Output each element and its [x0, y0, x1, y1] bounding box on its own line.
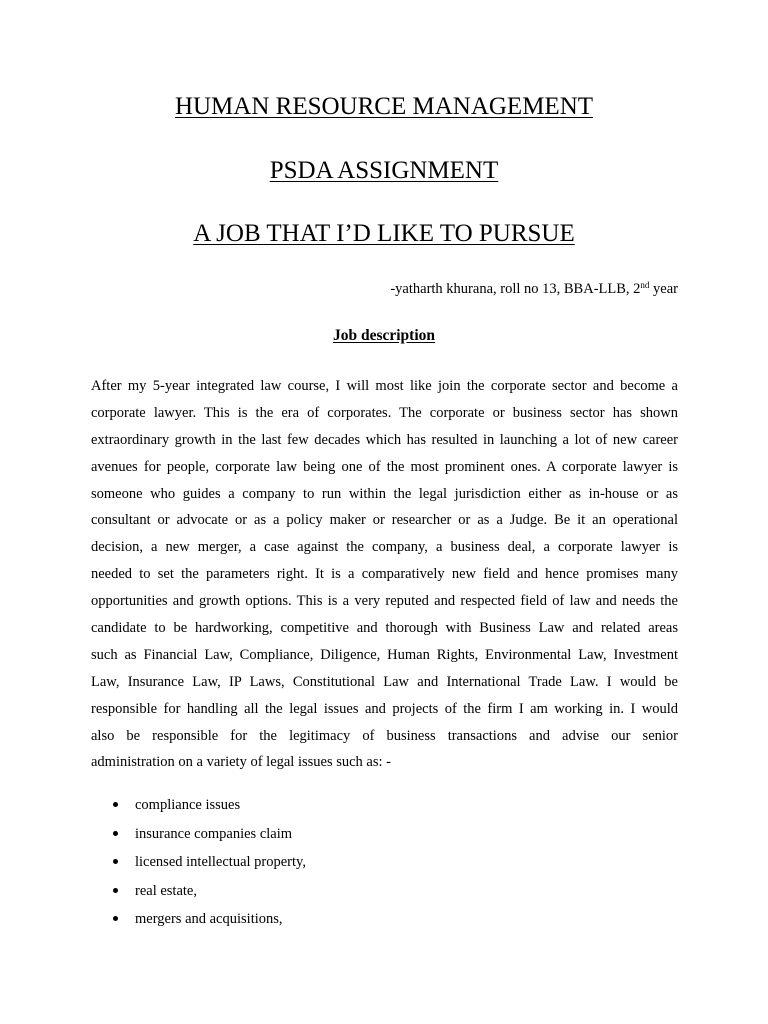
- paragraph-line: also be responsible for the legitimacy of business transactions and advise our senior: [91, 727, 678, 744]
- list-item-text: licensed intellectual property,: [135, 854, 306, 871]
- paragraph-line: opportunities and growth options. This is a very reputed and respected field of law and needs the: [91, 593, 678, 610]
- paragraph-line: decision, a new merger, a case against the company, a business deal, a corporate lawyer is: [91, 539, 678, 556]
- list-item-text: compliance issues: [135, 797, 241, 813]
- bullet-icon: [113, 888, 118, 893]
- list-item-text: real estate,: [135, 882, 197, 899]
- section-heading: Job description: [332, 327, 436, 344]
- assignment-title: PSDA ASSIGNMENT: [269, 157, 499, 184]
- author-text: -yatharth khurana, roll no 13, BBA-LLB, 2: [390, 281, 641, 297]
- list-item: [113, 794, 306, 823]
- paragraph-line: responsible for handling all the legal issues and projects of the firm I am working in. I would: [91, 700, 678, 717]
- author-year: year: [649, 281, 678, 297]
- essay-title: A JOB THAT I’D LIKE TO PURSUE: [193, 220, 575, 247]
- bullet-icon: [113, 859, 118, 864]
- paragraph-line: administration on a variety of legal issues such as: -: [91, 754, 391, 771]
- paragraph-line: consultant or advocate or as a policy maker or researcher or as a Judge. Be it an operational: [91, 512, 678, 529]
- paragraph-line: candidate to be hardworking, competitive and thorough with Business Law and related areas: [91, 620, 678, 637]
- body-paragraph: [91, 373, 678, 776]
- paragraph-line: extraordinary growth in the last few decades which has resulted in launching a lot of new career: [91, 431, 678, 448]
- bullet-icon: [113, 802, 118, 807]
- paragraph-line: corporate lawyer. This is the era of corporates. The corporate or business sector has shown: [91, 404, 678, 421]
- paragraph-line: Law, Insurance Law, IP Laws, Constitutional Law and International Trade Law. I would be: [91, 673, 678, 690]
- list-item-text: mergers and acquisitions,: [135, 911, 283, 928]
- paragraph-line: needed to set the parameters right. It is a comparatively new field and hence promises many: [91, 566, 678, 583]
- list-item: [113, 823, 306, 852]
- paragraph-line: After my 5-year integrated law course, I will most like join the corporate sector and become a: [91, 378, 678, 394]
- paragraph-line: someone who guides a company to run within the legal jurisdiction either as in-house or as: [91, 485, 678, 502]
- bullet-list: [113, 794, 306, 937]
- paragraph-line: such as Financial Law, Compliance, Diligence, Human Rights, Environmental Law, Investment: [91, 646, 678, 663]
- list-item: [113, 851, 306, 880]
- author-line: [0, 281, 678, 298]
- bullet-icon: [113, 916, 118, 921]
- paragraph-line: avenues for people, corporate law being one of the most prominent ones. A corporate lawyer is: [91, 458, 678, 475]
- list-item: [113, 908, 306, 937]
- list-item-text: insurance companies claim: [135, 825, 293, 842]
- list-item: [113, 880, 306, 909]
- author-superscript: nd: [640, 280, 650, 290]
- bullet-icon: [113, 831, 118, 836]
- document-title: HUMAN RESOURCE MANAGEMENT: [174, 93, 594, 120]
